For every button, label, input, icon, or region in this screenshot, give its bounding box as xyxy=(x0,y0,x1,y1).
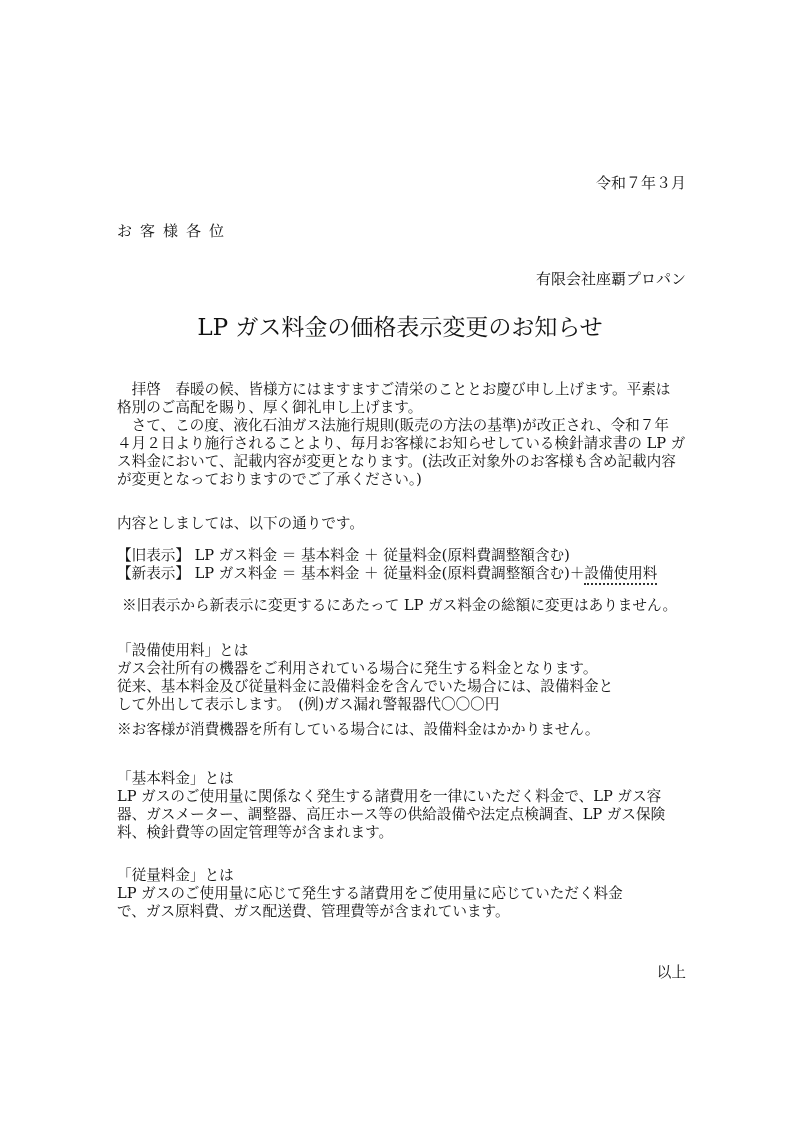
equipment-fee-line: ガス会社所有の機器をご利用されている場合に発生する料金となります。 xyxy=(117,660,598,677)
basic-fee-heading: 「基本料金」とは xyxy=(117,770,234,787)
usage-fee-line: で、ガス原料費、ガス配送費、管理費等が含まれています。 xyxy=(117,903,510,920)
equipment-fee-added: 設備使用料 xyxy=(584,565,657,585)
document-title: LP ガス料金の価格表示変更のお知らせ xyxy=(197,315,603,341)
closing-word: 以上 xyxy=(656,964,686,981)
intro-line: さて、この度、液化石油ガス法施行規則(販売の方法の基準)が改正され、令和７年 xyxy=(117,417,669,434)
usage-fee-line: LP ガスのご使用量に応じて発生する諸費用をご使用量に応じていただく料金 xyxy=(117,885,623,902)
new-display-text: 【新表示】 LP ガス料金 ＝ 基本料金 ＋ 従量料金(原料費調整額含む)＋ xyxy=(117,565,585,582)
equipment-fee-heading: 「設備使用料」とは xyxy=(117,642,249,659)
intro-line: ス料金において、記載内容が変更となります。(法改正対象外のお客様も含め記載内容 xyxy=(117,453,676,470)
intro-line: が変更となっておりますのでご了承ください。) xyxy=(117,471,422,488)
equipment-fee-line: して外出して表示します。 (例)ガス漏れ警報器代〇〇〇円 xyxy=(117,696,500,713)
equipment-fee-note: ※お客様が消費機器を所有している場合には、設備料金はかかりません。 xyxy=(117,721,600,738)
content-intro: 内容としましては、以下の通りです。 xyxy=(117,515,364,532)
recipient: お客様各位 xyxy=(117,222,233,240)
intro-line: 格別のご高配を賜り、厚く御礼申し上げます。 xyxy=(117,399,423,416)
basic-fee-line: LP ガスのご使用量に関係なく発生する諸費用を一律にいただく料金で、LP ガス容 xyxy=(117,788,662,805)
intro-line: 拝啓 春暖の候、皆様方にはますますご清栄のこととお慶び申し上げます。平素は xyxy=(117,381,671,398)
total-unchanged-note: ※旧表示から新表示に変更するにあたって LP ガス料金の総額に変更はありません。 xyxy=(122,597,678,614)
basic-fee-line: 料、検針費等の固定管理等が含まれます。 xyxy=(117,824,394,841)
old-display-formula: 【旧表示】 LP ガス料金 ＝ 基本料金 ＋ 従量料金(原料費調整額含む) xyxy=(117,547,570,564)
usage-fee-heading: 「従量料金」とは xyxy=(117,867,234,884)
intro-line: ４月２日より施行されることより、毎月お客様にお知らせしている検針請求書の LP ガ xyxy=(117,435,686,452)
new-display-formula xyxy=(117,565,657,583)
equipment-fee-line: 従来、基本料金及び従量料金に設備料金を含んでいた場合には、設備料金と xyxy=(117,678,614,695)
issue-date: 令和７年３月 xyxy=(595,174,686,192)
basic-fee-line: 器、ガスメーター、調整器、高圧ホース等の供給設備や法定点検調査、LP ガス保険 xyxy=(117,806,666,823)
sender-company: 有限会社座覇プロパン xyxy=(535,270,686,288)
